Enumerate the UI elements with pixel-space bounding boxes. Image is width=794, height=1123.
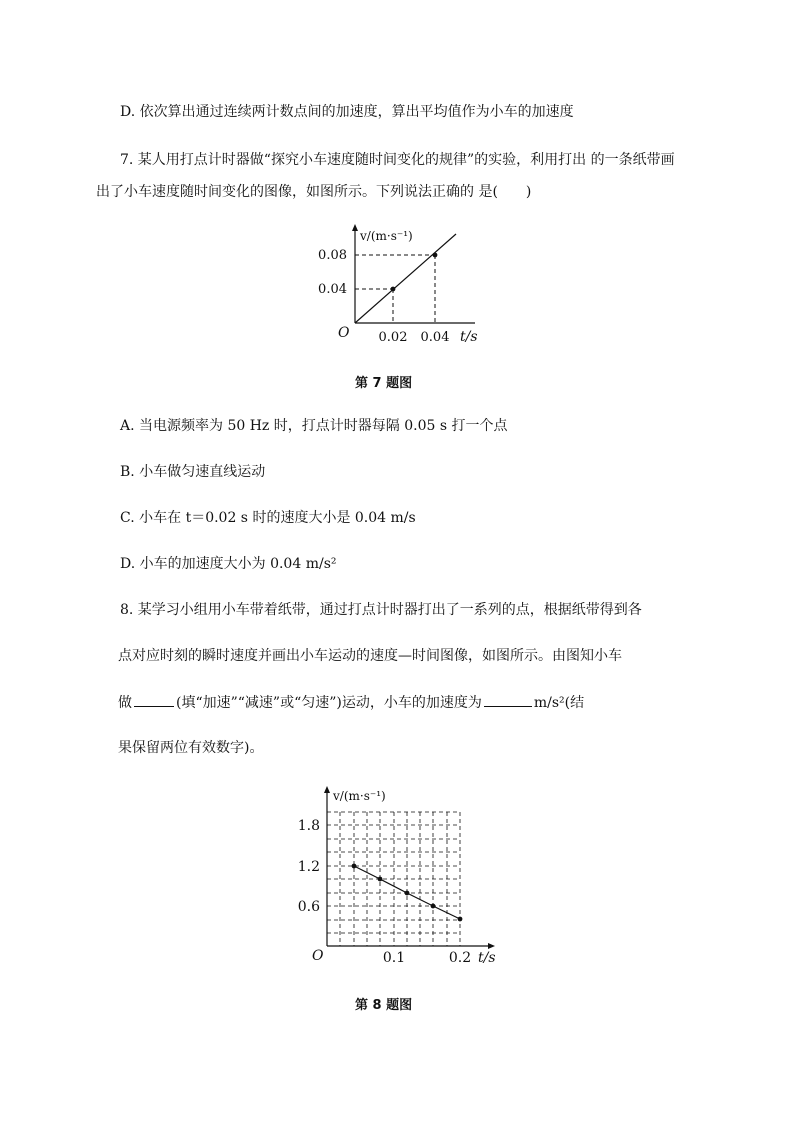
q8-ytick-0.6: 0.6	[297, 899, 320, 915]
q8-point-5	[458, 917, 463, 922]
q7-xtick-0.04: 0.04	[420, 330, 450, 345]
q8-blank-2[interactable]	[484, 692, 532, 707]
q8-blank-1[interactable]	[134, 692, 174, 707]
q8-ylabel: v/(m·s⁻¹)	[333, 789, 386, 803]
q8-stem-line4: 果保留两位有效数字)。	[118, 740, 264, 756]
q7-point-2	[433, 253, 438, 258]
q8-point-4	[431, 904, 436, 909]
q8-caption: 第 8 题图	[355, 998, 413, 1013]
q8-stem-line1: 8. 某学习小组用小车带着纸带，通过打点计时器打出了一系列的点，根据纸带得到各	[120, 602, 642, 618]
q7-y-arrow	[352, 224, 358, 231]
q7-xtick-0.02: 0.02	[378, 330, 408, 345]
q8-xlabel: t/s	[478, 950, 496, 966]
q8-chart	[290, 782, 510, 972]
q8-point-3	[405, 891, 410, 896]
q8-origin: O	[312, 948, 324, 964]
q8-ytick-1.2: 1.2	[297, 859, 320, 875]
q7-xlabel: t/s	[460, 329, 478, 345]
q6-option-d: D. 依次算出通过连续两计数点间的加速度，算出平均值作为小车的加速度	[120, 104, 574, 120]
q7-stem-line1: 7. 某人用打点计时器做“探究小车速度随时间变化的规律”的实验，利用打出 的一条纸带画	[120, 152, 675, 168]
q8-stem-line2: 点对应时刻的瞬时速度并画出小车运动的速度—时间图像，如图所示。由图知小车	[118, 648, 622, 664]
q8-point-2	[378, 877, 383, 882]
q7-option-a: A. 当电源频率为 50 Hz 时，打点计时器每隔 0.05 s 打一个点	[120, 418, 508, 434]
q7-ylabel: v/(m·s⁻¹)	[360, 229, 413, 243]
q8-stem-line3	[118, 692, 584, 713]
q8-x-arrow	[488, 943, 495, 949]
q8-grid	[327, 812, 460, 946]
q7-option-d: D. 小车的加速度大小为 0.04 m/s²	[120, 556, 337, 572]
q7-caption: 第 7 题图	[355, 376, 413, 391]
q8-y-arrow	[324, 786, 330, 793]
q7-ytick-0.08: 0.08	[318, 248, 347, 263]
q7-point-1	[391, 287, 396, 292]
q7-stem-line2: 出了小车速度随时间变化的图像，如图所示。下列说法正确的 是( )	[96, 184, 532, 200]
q7-ytick-0.04: 0.04	[318, 282, 347, 297]
q7-series-line	[355, 234, 456, 323]
q8-line3-a: 做	[118, 695, 132, 711]
q8-line3-b: (填“加速”“减速”或“匀速”)运动，小车的加速度为	[176, 695, 482, 711]
q7-chart	[300, 220, 510, 350]
q8-ytick-1.8: 1.8	[297, 818, 320, 834]
q8-line3-c: m/s²(结	[533, 695, 585, 711]
q8-point-1	[352, 864, 357, 869]
q7-origin: O	[338, 325, 350, 341]
q8-xtick-0.1: 0.1	[382, 950, 406, 966]
q7-option-c: C. 小车在 t＝0.02 s 时的速度大小是 0.04 m/s	[120, 510, 416, 526]
q8-xtick-0.2: 0.2	[448, 950, 472, 966]
q7-option-b: B. 小车做匀速直线运动	[120, 464, 266, 480]
